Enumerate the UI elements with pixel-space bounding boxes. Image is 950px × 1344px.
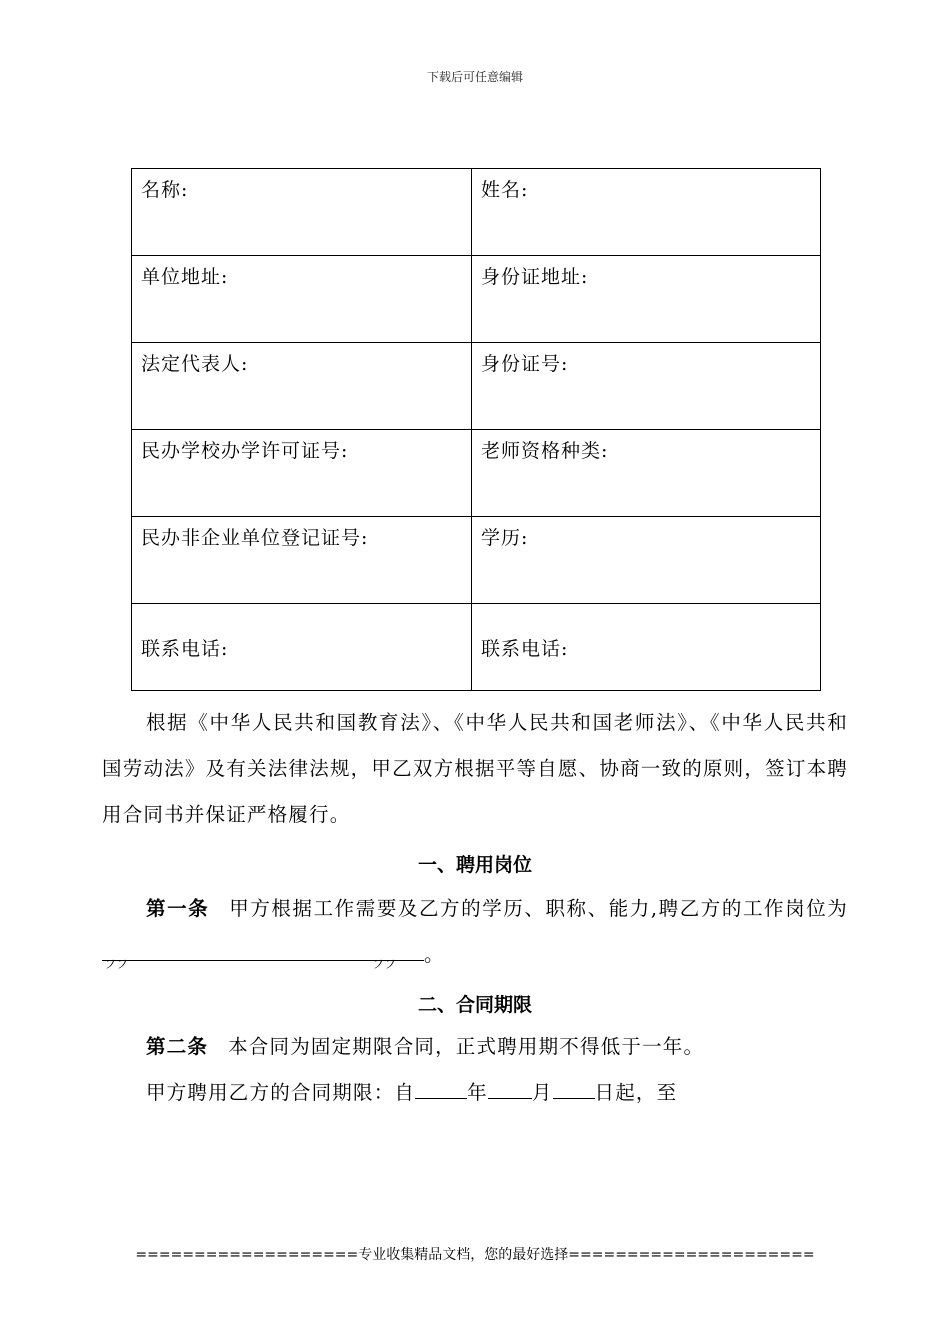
article-text: 甲方根据工作需要及乙方的学历、职称、能力,聘乙方的工作岗位为	[229, 897, 848, 920]
article-label: 第一条	[146, 897, 210, 920]
table-row	[132, 430, 821, 517]
term-year: 年	[467, 1081, 488, 1104]
table-row	[132, 169, 821, 256]
table-cell: 民办学校办学许可证号:	[132, 430, 472, 517]
month-blank	[488, 1078, 532, 1099]
table-cell: 老师资格种类:	[472, 430, 821, 517]
table-row	[132, 604, 821, 691]
table-row	[132, 517, 821, 604]
article-1	[102, 886, 848, 978]
term-prefix: 甲方聘用乙方的合同期限：自	[146, 1081, 416, 1104]
table-row	[132, 343, 821, 430]
term-day: 日起，至	[594, 1081, 678, 1104]
header-note: 下载后可任意编辑	[426, 70, 523, 84]
article-2	[102, 1024, 848, 1070]
contract-term-line	[102, 1070, 848, 1116]
table-cell: 联系电话:	[472, 604, 821, 691]
article-label: 第二条	[146, 1035, 209, 1058]
table-row	[132, 256, 821, 343]
intro-paragraph: 根据《中华人民共和国教育法》、《中华人民共和国老师法》、《中华人民共和国劳动法》及有关法律法规，甲乙双方根据平等自愿、协商一致的原则，签订本聘用合同书并保证严格履行。	[102, 711, 848, 826]
table-cell: 身份证号:	[472, 343, 821, 430]
footer-banner: ===================专业收集精品文档，您的最好选择=====================	[135, 1247, 815, 1263]
section-heading: 一、聘用岗位	[417, 854, 532, 876]
table-cell: 法定代表人:	[132, 343, 472, 430]
year-blank	[415, 1078, 467, 1099]
position-blank	[102, 940, 424, 971]
article-end: 。	[424, 943, 445, 966]
party-info-table	[131, 168, 821, 691]
blank-mark: フフ	[372, 957, 397, 971]
table-cell: 学历:	[472, 517, 821, 604]
day-blank	[553, 1078, 595, 1099]
table-cell: 民办非企业单位登记证号:	[132, 517, 472, 604]
blank-mark: フフ	[104, 957, 129, 971]
table-cell: 身份证地址:	[472, 256, 821, 343]
section-heading: 二、合同期限	[417, 994, 532, 1016]
table-cell: 名称:	[132, 169, 472, 256]
table-cell: 联系电话:	[132, 604, 472, 691]
table-cell: 单位地址:	[132, 256, 472, 343]
term-month: 月	[531, 1081, 553, 1104]
table-cell: 姓名:	[472, 169, 821, 256]
article-text: 本合同为固定期限合同，正式聘用期不得低于一年。	[228, 1035, 705, 1058]
